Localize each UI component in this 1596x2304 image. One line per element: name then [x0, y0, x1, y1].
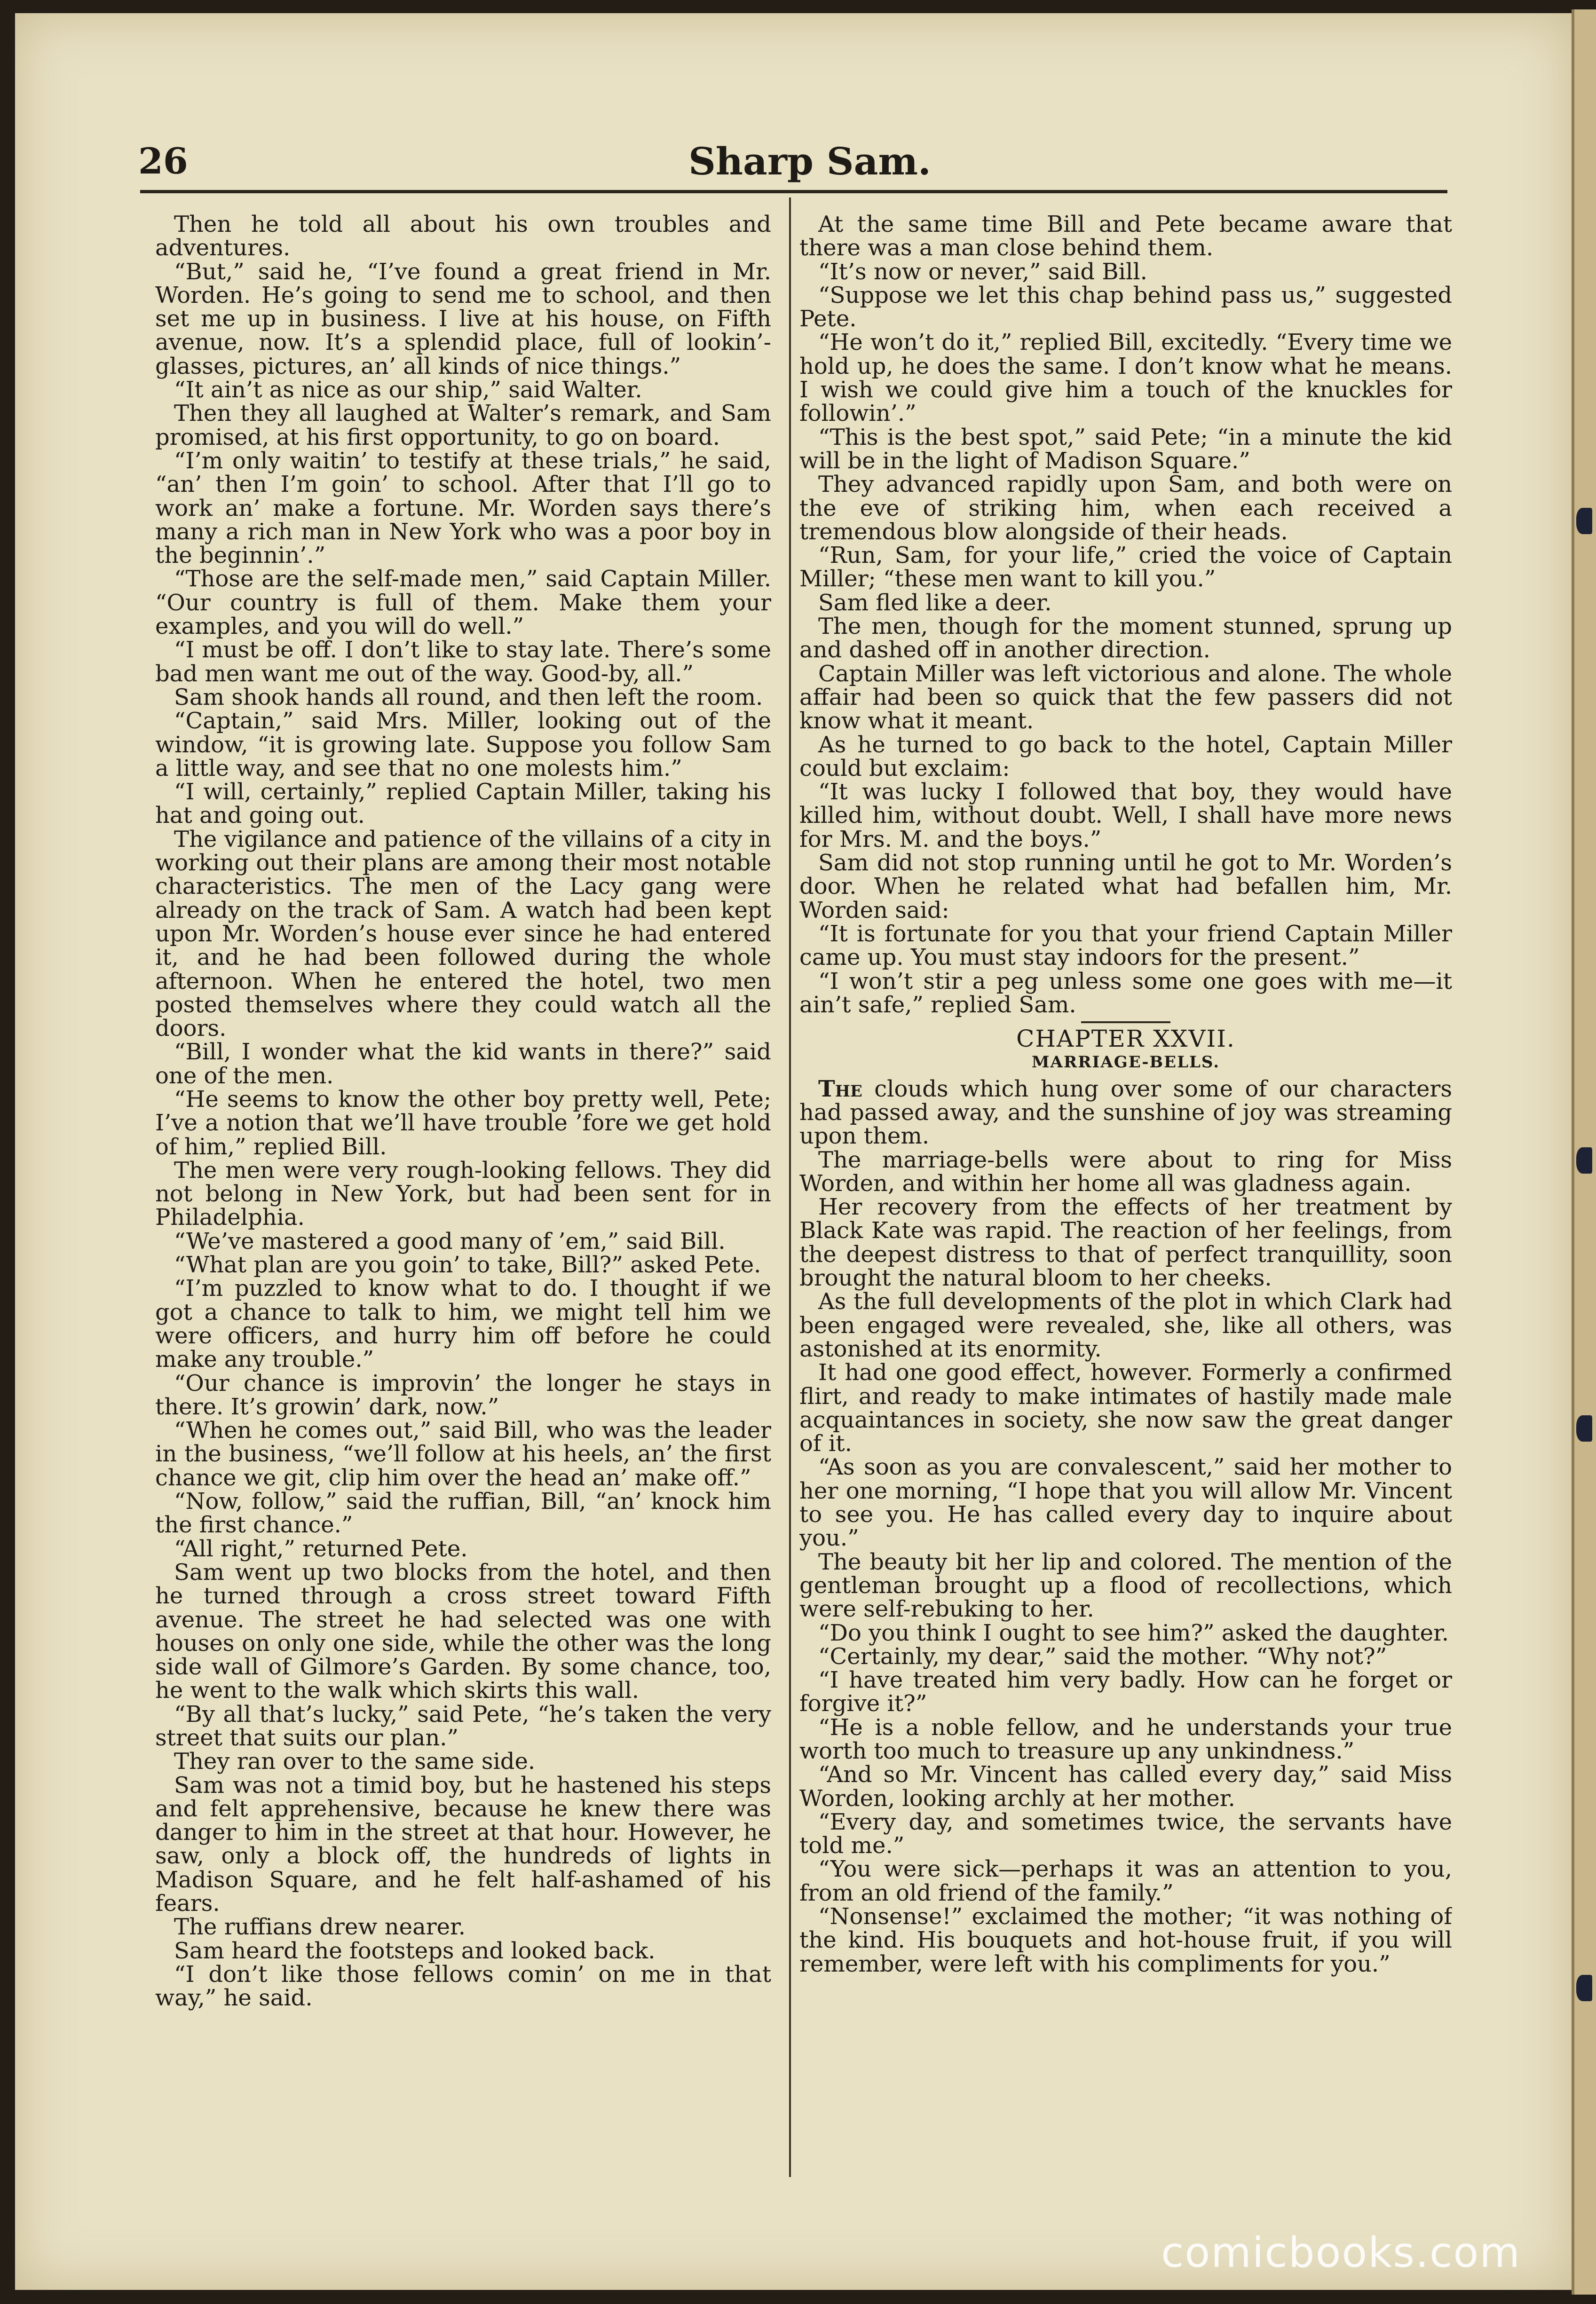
- paragraph: “It is fortunate for you that your friend Captain Miller came up. You must stay indoors for the present.”: [799, 920, 1452, 971]
- paragraph: “I will, certainly,” replied Captain Miller, taking his hat and going out.: [155, 779, 771, 829]
- paragraph: “He is a noble fellow, and he understands your true worth too much to treasure up any unkindness.”: [799, 1714, 1452, 1764]
- right-column: [799, 213, 1452, 2173]
- paragraph: The ruffians drew nearer.: [174, 1914, 466, 1941]
- paragraph: “It ain’t as nice as our ship,” said Walter.: [174, 377, 642, 403]
- paragraph: “Do you think I ought to see him?” asked the daughter.: [818, 1619, 1449, 1646]
- paragraph: “Certainly, my dear,” said the mother. “Why not?”: [818, 1643, 1387, 1670]
- binding-tab: [1576, 1415, 1592, 1442]
- binding-tab: [1576, 1975, 1592, 2001]
- paragraph: The vigilance and patience of the villains of a city in working out their plans are among their most notable characteristics. The men of the Lacy gang were already on the track of Sam. A watch had been kept upon Mr. Worden’s house ever since he had entered it, and he had been followed during the whole afternoon. When he entered the hotel, two men posted themselves where they could watch all the doors.: [155, 826, 771, 1042]
- paragraph: As he turned to go back to the hotel, Captain Miller could but exclaim:: [799, 731, 1452, 781]
- opening-word: The: [818, 1075, 862, 1102]
- paragraph: The beauty bit her lip and colored. The mention of the gentleman brought up a flood of recollections, which were self-rebuking to her.: [799, 1548, 1452, 1623]
- paragraph: “It’s now or never,” said Bill.: [818, 258, 1147, 285]
- paragraph: “I must be off. I don’t like to stay late. There’s some bad men want me out of the way. Good-by, all.”: [155, 637, 771, 687]
- paragraph: Sam was not a timid boy, but he hastened his steps and felt apprehensive, because he knew there was danger to him in the street at that hour. However, he saw, only a block off, the hundreds of lights in Madison Square, and he felt half-ashamed of his fears.: [155, 1772, 771, 1917]
- paragraph: The men were very rough-looking fellows. They did not belong in New York, but had been sent for in Philadelphia.: [155, 1157, 771, 1231]
- paragraph: “Nonsense!” exclaimed the mother; “it was nothing of the kind. His bouquets and hot-house fruit, if you will remember, were left with his compliments for you.”: [799, 1903, 1452, 1977]
- paragraph: It had one good effect, however. Formerly a confirmed flirt, and ready to make intimates of hastily made male acquaintances in society, she now saw the great danger of it.: [799, 1359, 1452, 1457]
- paragraph: “But,” said he, “I’ve found a great friend in Mr. Worden. He’s going to send me to school, and then set me up in business. I live at his house, on Fifth avenue, now. It’s a splendid place, full of lookin’-glasses, pictures, an’ all kinds of nice things.”: [155, 258, 771, 379]
- paragraph: “I’m only waitin’ to testify at these trials,” he said, “an’ then I’m goin’ to school. After that I’ll go to work an’ make a fortune. Mr. Worden says there’s many a rich man in New York who was a poor boy in the beginnin’.”: [155, 447, 771, 569]
- paragraph: “I have treated him very badly. How can he forget or forgive it?”: [799, 1667, 1452, 1717]
- watermark-logo: comicbooks.com: [1161, 2228, 1521, 2277]
- column-divider: [789, 197, 791, 2177]
- paragraph: “It was lucky I followed that boy, they would have killed him, without doubt. Well, I shall have more news for Mrs. M. and the boys.”: [799, 779, 1452, 852]
- paragraph: At the same time Bill and Pete became aware that there was a man close behind them.: [799, 213, 1452, 261]
- paragraph: Then he told all about his own troubles and adventures.: [155, 213, 771, 261]
- paragraph: “Those are the self-made men,” said Captain Miller. “Our country is full of them. Make them your examples, and you will do well.”: [155, 566, 771, 640]
- binding-tab: [1576, 1147, 1592, 1174]
- paragraph: “This is the best spot,” said Pete; “in a minute the kid will be in the light of Madison Square.”: [799, 424, 1452, 474]
- paragraph: “He seems to know the other boy pretty well, Pete; I’ve a notion that we’ll have trouble ’fore we get hold of him,” replied Bill.: [155, 1086, 771, 1160]
- paragraph: Sam fled like a deer.: [818, 589, 1052, 616]
- opening-text: clouds which hung over some of our characters had passed away, and the sunshine of joy was streaming upon them.: [799, 1075, 1452, 1150]
- chapter-divider: [1081, 1021, 1170, 1023]
- paragraph: Sam shook hands all round, and then left the room.: [174, 684, 763, 710]
- paragraph: “He won’t do it,” replied Bill, excitedly. “Every time we hold up, he does the same. I don’t know what he means. I wish we could give him a touch of the knuckles for followin’.”: [799, 329, 1452, 427]
- paragraph: Her recovery from the effects of her treatment by Black Kate was rapid. The reaction of her feelings, from the deepest distress to that of perfect tranquillity, soon brought the natural bloom to her cheeks.: [799, 1194, 1452, 1292]
- paragraph: They ran over to the same side.: [174, 1748, 536, 1775]
- paragraph: “Every day, and sometimes twice, the servants have told me.”: [799, 1808, 1452, 1859]
- paragraph: “Bill, I wonder what the kid wants in there?” said one of the men.: [155, 1039, 771, 1089]
- header-rule: [140, 190, 1447, 193]
- paragraph: “I’m puzzled to know what to do. I thought if we got a chance to talk to him, we might tell him we were officers, and hurry him off before he could make any trouble.”: [155, 1275, 771, 1373]
- paragraph: “I won’t stir a peg unless some one goes with me—it ain’t safe,” replied Sam.: [799, 968, 1452, 1018]
- paragraph: Sam did not stop running until he got to Mr. Worden’s door. When he related what had befallen him, Mr. Worden said:: [799, 850, 1452, 923]
- paragraph: “Now, follow,” said the ruffian, Bill, “an’ knock him the first chance.”: [155, 1488, 771, 1539]
- binding-tab: [1576, 508, 1592, 534]
- paragraph: “And so Mr. Vincent has called every day,” said Miss Worden, looking archly at her mother.: [799, 1761, 1452, 1812]
- paragraph: As the full developments of the plot in which Clark had been engaged were revealed, she, like all others, was astonished at its enormity.: [799, 1288, 1452, 1362]
- paragraph: “Captain,” said Mrs. Miller, looking out of the window, “it is growing late. Suppose you follow Sam a little way, and see that no one molests him.”: [155, 708, 771, 781]
- paragraph: “Run, Sam, for your life,” cried the voice of Captain Miller; “these men want to kill you.”: [799, 542, 1452, 592]
- running-head-title: Sharp Sam.: [688, 139, 931, 183]
- left-column: [155, 213, 771, 2173]
- paragraph: They advanced rapidly upon Sam, and both were on the eve of striking him, when each received a tremendous blow alongside of their heads.: [799, 471, 1452, 545]
- paragraph: “As soon as you are convalescent,” said her mother to her one morning, “I hope that you will allow Mr. Vincent to see you. He has called every day to inquire about you.”: [799, 1454, 1452, 1552]
- paragraph: “What plan are you goin’ to take, Bill?” asked Pete.: [174, 1252, 761, 1278]
- paragraph: “When he comes out,” said Bill, who was the leader in the business, “we’ll follow at his heels, an’ the first chance we git, clip him over the head an’ make off.”: [155, 1417, 771, 1491]
- paragraph: “Our chance is improvin’ the longer he stays in there. It’s growin’ dark, now.”: [155, 1370, 771, 1420]
- paragraph: Sam heard the footsteps and looked back.: [174, 1937, 656, 1964]
- chapter-subtitle: MARRIAGE-BELLS.: [1031, 1053, 1220, 1072]
- chapter-heading: CHAPTER XXVII.: [1016, 1025, 1235, 1053]
- paragraph: Sam went up two blocks from the hotel, and then he turned through a cross street toward Fifth avenue. The street he had selected was one with houses on only one side, while the other was the long side wall of Gilmore’s Garden. By some chance, too, he went to the walk which skirts this wall.: [155, 1559, 771, 1704]
- paragraph: Captain Miller was left victorious and alone. The whole affair had been so quick that the few passers did not know what it meant.: [799, 660, 1452, 734]
- paragraph: “You were sick—perhaps it was an attention to you, from an old friend of the family.”: [799, 1856, 1452, 1906]
- paragraph: The men, though for the moment stunned, sprung up and dashed off in another direction.: [799, 613, 1452, 663]
- paragraph: “By all that’s lucky,” said Pete, “he’s taken the very street that suits our plan.”: [155, 1701, 771, 1751]
- paragraph: “Suppose we let this chap behind pass us,” suggested Pete.: [799, 282, 1452, 332]
- page-number: 26: [138, 140, 188, 182]
- paragraph: “All right,” returned Pete.: [174, 1535, 468, 1562]
- paragraph: Then they all laughed at Walter’s remark, and Sam promised, at his first opportunity, to go on board.: [155, 400, 771, 450]
- paragraph: “I don’t like those fellows comin’ on me in that way,” he said.: [155, 1961, 771, 2012]
- chapter-opening-paragraph: [799, 1077, 1452, 1148]
- paragraph: “We’ve mastered a good many of ’em,” said Bill.: [174, 1228, 726, 1255]
- paragraph: The marriage-bells were about to ring for Miss Worden, and within her home all was gladness again.: [799, 1146, 1452, 1197]
